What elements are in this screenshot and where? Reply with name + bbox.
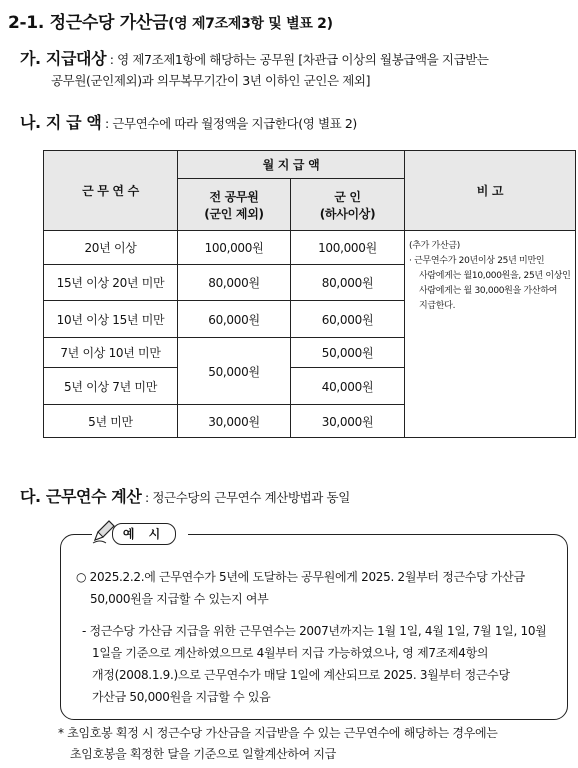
- years-cell: 20년 이상: [44, 231, 178, 265]
- header-civil: [178, 179, 291, 231]
- title-main: 2-1. 정근수당 가산금: [8, 13, 169, 33]
- section-eligibility-line2: 공무원(군인제외)과 의무복무기간이 3년 이하인 군인은 제외]: [51, 73, 371, 88]
- military-amount-cell: 100,000원: [291, 231, 405, 265]
- header-military-1: 군 인: [334, 189, 361, 204]
- example-answer-line: 1일을 기준으로 계산하였으므로 4월부터 지급 가능하였으나, 영 제7조제4항의: [92, 646, 489, 660]
- section-amount-head: 나. 지 급 액: [20, 113, 102, 132]
- table-row: [44, 231, 576, 265]
- note-line: · 근무연수가 20년이상 25년 미만인: [409, 256, 545, 266]
- header-military: [291, 179, 405, 231]
- years-cell: 15년 이상 20년 미만: [44, 265, 178, 301]
- military-amount-cell: 50,000원: [291, 338, 405, 368]
- note-line: 지급한다.: [419, 301, 456, 311]
- years-cell: 10년 이상 15년 미만: [44, 301, 178, 338]
- page-title: [8, 8, 333, 33]
- civil-amount-cell: 80,000원: [178, 265, 291, 301]
- civil-amount-cell: 100,000원: [178, 231, 291, 265]
- title-sub: (영 제7조제3항 및 별표 2): [168, 16, 333, 32]
- example-answer-line: 가산금 50,000원을 지급할 수 있음: [92, 690, 271, 704]
- header-note: 비 고: [405, 151, 576, 231]
- military-amount-cell: 60,000원: [291, 301, 405, 338]
- example-question: [76, 566, 560, 610]
- note-line: 사람에게는 월10,000원을, 25년 이상인: [419, 271, 571, 281]
- footnote-line: 초임호봉을 획정한 달을 기준으로 일할계산하여 지급: [70, 747, 336, 761]
- section-service-calc-head: 다. 근무연수 계산: [20, 487, 142, 506]
- civil-amount-cell: 60,000원: [178, 301, 291, 338]
- section-service-calc-text: : 정근수당의 근무연수 계산방법과 동일: [141, 490, 350, 505]
- section-eligibility: [20, 48, 576, 91]
- header-civil-2: (군인 제외): [204, 206, 264, 221]
- example-answer-line: - 정근수당 가산금 지급을 위한 근무연수는 2007년까지는 1월 1일, 4월 1일, 7월 1일, 10월: [82, 624, 547, 638]
- example-question-line: ○ 2025.2.2.에 근무연수가 5년에 도달하는 공무원에게 2025. 2월부터 정근수당 가산금: [76, 570, 525, 584]
- section-service-calc: [20, 486, 576, 508]
- section-amount: [20, 112, 576, 134]
- header-civil-1: 전 공무원: [209, 189, 259, 204]
- section-eligibility-line1: : 영 제7조제1항에 해당하는 공무원 [차관급 이상의 월봉급액을 지급받는: [106, 52, 489, 67]
- years-cell: 7년 이상 10년 미만: [44, 338, 178, 368]
- example-answer-line: 개정(2008.1.9.)으로 근무연수가 매달 1일에 계산되므로 2025. 3월부터 정근수당: [92, 668, 510, 682]
- footnote: [58, 723, 568, 765]
- example-answer: [82, 620, 560, 708]
- note-line: 사람에게는 월 30,000원을 가산하여: [419, 286, 558, 296]
- years-cell: 5년 이상 7년 미만: [44, 368, 178, 405]
- note-cell: [405, 231, 576, 438]
- years-cell: 5년 미만: [44, 405, 178, 438]
- header-years: 근 무 연 수: [44, 151, 178, 231]
- section-eligibility-head: 가. 지급대상: [20, 49, 107, 68]
- allowance-table: [43, 150, 576, 438]
- example-label: [92, 519, 188, 547]
- header-military-2: (하사이상): [319, 206, 376, 221]
- footnote-line: * 초임호봉 획정 시 정근수당 가산금을 지급받을 수 있는 근무연수에 해당하는 경우에는: [58, 726, 498, 740]
- section-amount-text: : 근무연수에 따라 월정액을 지급한다(영 별표 2): [101, 116, 357, 131]
- example-label-pill: 예 시: [112, 523, 176, 545]
- military-amount-cell: 40,000원: [291, 368, 405, 405]
- civil-amount-cell: 30,000원: [178, 405, 291, 438]
- civil-amount-cell: 50,000원: [178, 338, 291, 405]
- example-question-line: 50,000원을 지급할 수 있는지 여부: [90, 592, 269, 606]
- header-monthly: 월 지 급 액: [178, 151, 405, 179]
- military-amount-cell: 30,000원: [291, 405, 405, 438]
- military-amount-cell: 80,000원: [291, 265, 405, 301]
- note-line: (추가 가산금): [409, 241, 460, 251]
